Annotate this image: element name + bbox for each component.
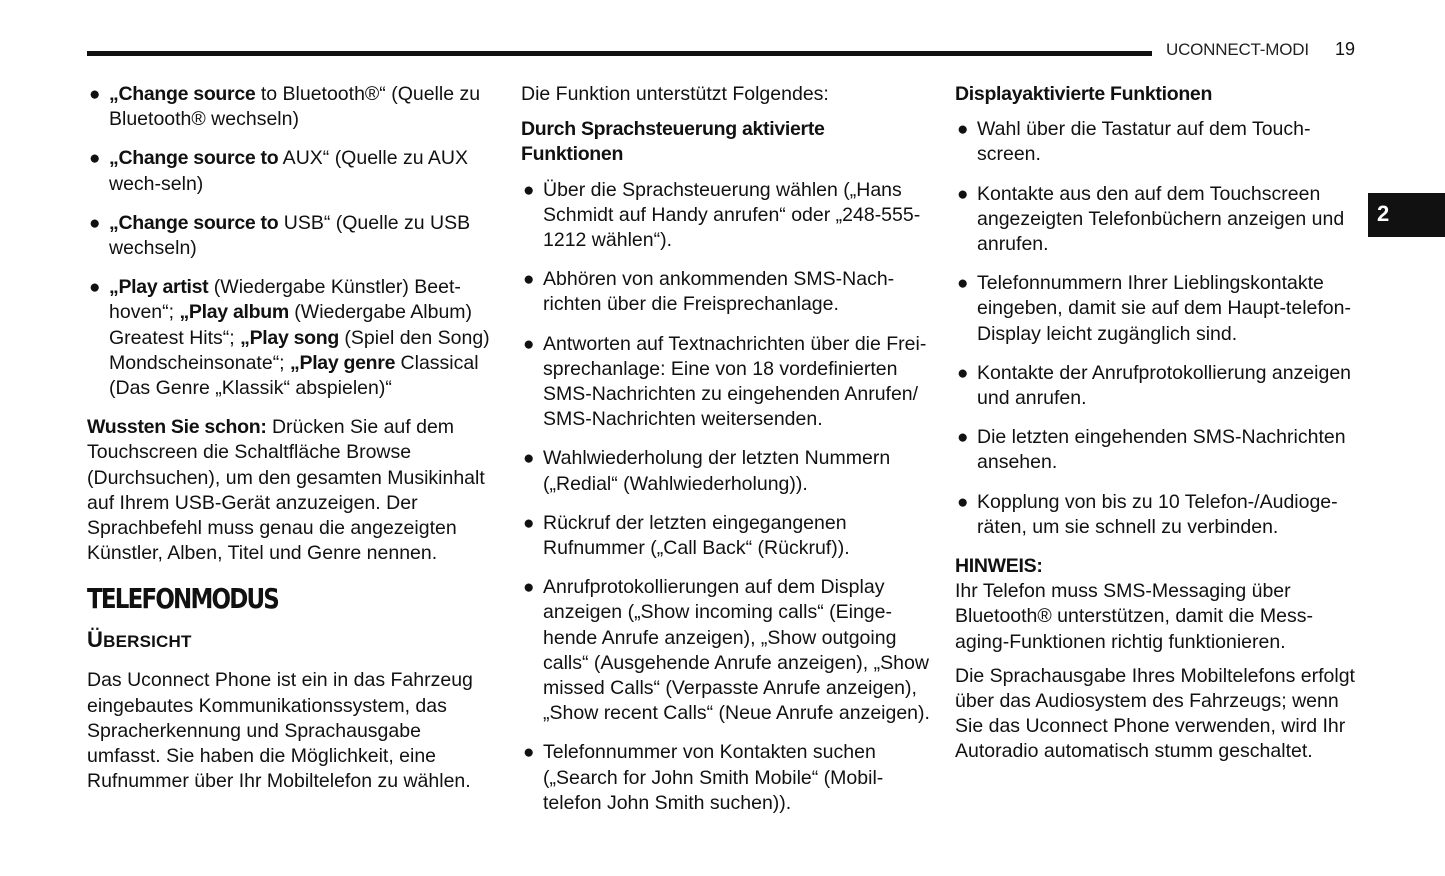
note-label: HINWEIS: (955, 555, 1043, 578)
list-item: ● Wahl über die Tastatur auf dem Touch-screen. (957, 118, 1311, 166)
intro-text: Die Funktion unterstützt Folgendes: (521, 83, 829, 105)
column-2 (521, 82, 931, 830)
list-item: ● Telefonnummer von Kontakten suchen („Search for John Smith Mobile“ (Mobil-telefon John Smith suchen)). (523, 741, 884, 814)
chapter-tab (1368, 193, 1445, 237)
list-item: ● „Play artist (Wiedergabe Künstler) Beet-hoven“; „Play album (Wiedergabe Album) Greatest Hits“; „Play song (Spiel den Song) Mondscheinsonate“; „Play genre Classical (Das Genre „Klassik“ abspielen)“ (89, 276, 490, 400)
subsection-heading: ÜBERSICHT (87, 627, 192, 653)
bullet-icon: ● (523, 577, 535, 599)
list-item: ● „Change source to AUX“ (Quelle zu AUX wech-seln) (89, 147, 469, 195)
voice-features-list (521, 178, 931, 816)
bullet-icon: ● (89, 148, 101, 170)
bullet-icon: ● (523, 512, 535, 534)
list-item: ● Abhören von ankommenden SMS-Nach-richten über die Freisprechanlage. (523, 268, 895, 316)
bullet-icon: ● (957, 427, 969, 449)
chapter-tab-number: 2 (1377, 201, 1390, 226)
tip-label: Wussten Sie schon: (87, 416, 267, 439)
audio-paragraph: Die Sprachausgabe Ihres Mobiltelefons erfolgt über das Audiosystem des Fahrzeugs; wenn Sie das Uconnect Phone verwenden, wird Ihr Autoradio automatisch stumm geschaltet. (955, 664, 1355, 763)
bullet-icon: ● (957, 362, 969, 384)
running-header: UCONNECT-MODI (1166, 40, 1309, 59)
list-item: ● Die letzten eingehenden SMS-Nachrichten ansehen. (957, 426, 1346, 474)
bullet-icon: ● (523, 742, 535, 764)
list-item: ● Wahlwiederholung der letzten Nummern („Redial“ (Wahlwiederholung)). (523, 447, 891, 495)
bullet-icon: ● (523, 333, 535, 355)
list-item: ● Telefonnummern Ihrer Lieblingskontakte eingeben, damit sie auf dem Haupt-telefon-Display leicht zugänglich sind. (957, 272, 1351, 345)
voice-command-list (87, 82, 497, 401)
display-features-heading: Displayaktivierte Funktionen (955, 83, 1213, 105)
column-1 (87, 82, 497, 803)
list-item: ● Kopplung von bis zu 10 Telefon-/Audioge-räten, um sie schnell zu verbinden. (957, 490, 1338, 538)
bullet-icon: ● (89, 84, 101, 105)
section-heading: TELEFONMODUS (87, 582, 279, 616)
bullet-icon: ● (89, 277, 101, 299)
list-item: ● „Change source to Bluetooth®“ (Quelle zu Bluetooth® wechseln) (89, 83, 481, 131)
bullet-icon: ● (957, 183, 969, 205)
list-item: ● Anrufprotokollierungen auf dem Display anzeigen („Show incoming calls“ (Einge-hende Anrufe anzeigen), „Show outgoing calls“ (Ausgehende Anrufe anzeigen), „Show missed Calls“ (Verpasste Anrufe anzeigen), „Show recent Calls“ (Neue Anrufe anzeigen). (523, 576, 930, 725)
list-item: ● Antworten auf Textnachrichten über die Frei-sprechanlage: Eine von 18 vordefinierten SMS-Nachrichten zu eingehenden Anrufen/ SMS-Nachrichten weitersenden. (523, 332, 927, 431)
list-item: ● Kontakte aus den auf dem Touchscreen angezeigten Telefonbüchern anzeigen und anrufen. (957, 182, 1345, 256)
column-3 (955, 82, 1360, 774)
header-rule (87, 51, 1152, 56)
bullet-icon: ● (523, 179, 535, 201)
list-item: ● „Change source to USB“ (Quelle zu USB wechseln) (89, 211, 471, 260)
list-item: ● Rückruf der letzten eingegangenen Rufnummer („Call Back“ (Rückruf)). (523, 511, 850, 560)
bullet-icon: ● (523, 448, 535, 470)
bullet-icon: ● (89, 212, 101, 234)
bullet-icon: ● (957, 119, 969, 141)
list-item: ● Über die Sprachsteuerung wählen („Hans Schmidt auf Handy anrufen“ oder „248-555-1212 wählen“). (523, 178, 921, 252)
overview-paragraph: Das Uconnect Phone ist ein in das Fahrzeug eingebautes Kommunikationssystem, das Spracherkennung und Sprachausgabe umfasst. Sie haben die Möglichkeit, eine Rufnummer über Ihr Mobiltelefon zu wählen. (87, 669, 473, 793)
bullet-icon: ● (957, 273, 969, 295)
tip-paragraph: Wussten Sie schon: Drücken Sie auf dem Touchscreen die Schaltfläche Browse (Durchsuchen), um den gesamten Musikinhalt auf Ihrem USB-Gerät anzuzeigen. Der Sprachbefehl muss genau die angezeigten Künstler, Alben, Titel und Genre nennen. (87, 416, 485, 565)
page-number: 19 (1335, 39, 1356, 59)
bullet-icon: ● (957, 491, 969, 513)
voice-features-heading: Durch Sprachsteuerung aktivierte Funktionen (521, 118, 825, 166)
list-item: ● Kontakte der Anrufprotokollierung anzeigen und anrufen. (957, 361, 1352, 410)
display-features-list (955, 117, 1360, 540)
bullet-icon: ● (523, 269, 535, 291)
note-text: Ihr Telefon muss SMS-Messaging über Bluetooth® unterstützen, damit die Mess-aging-Funktionen richtig funktionieren. (955, 580, 1313, 653)
